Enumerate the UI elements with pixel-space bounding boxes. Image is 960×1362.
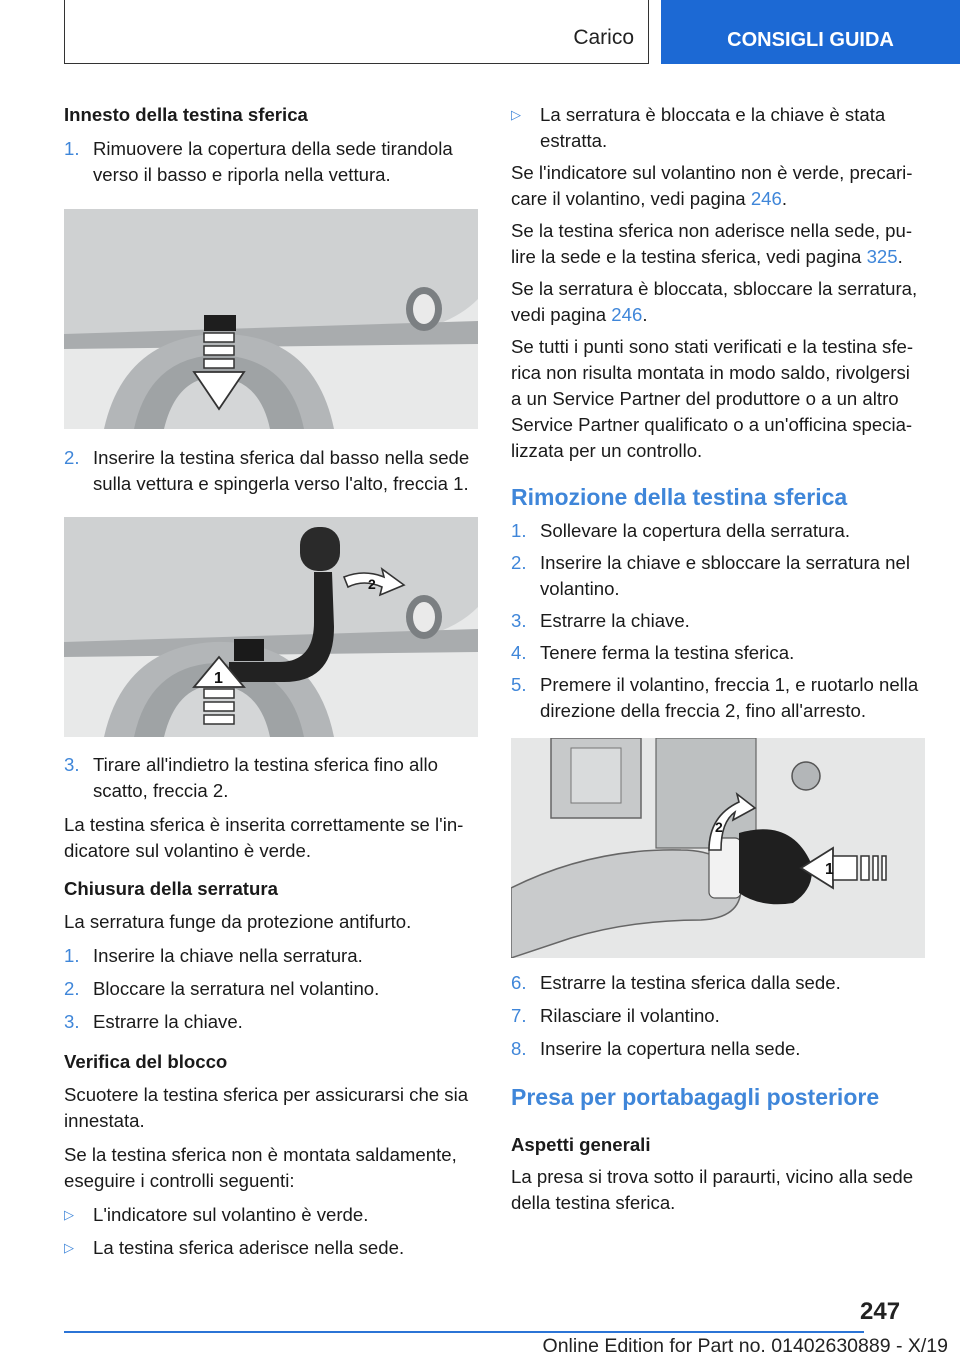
page-number: 247 — [860, 1298, 901, 1325]
step-number: 8. — [511, 1038, 527, 1059]
paragraph-text: . — [642, 304, 648, 325]
triangle-bullet-icon: ▷ — [511, 107, 521, 122]
step-number: 3. — [511, 610, 527, 631]
right-column — [511, 102, 923, 1216]
step-item — [64, 136, 476, 188]
step-text: Bloccare la serratura nel volantino. — [93, 978, 380, 999]
arrow-label-2: 2 — [368, 576, 376, 592]
step-text: Estrarre la chiave. — [93, 1011, 243, 1032]
footer-divider — [64, 1331, 864, 1333]
step-text: Inserire la chiave nella serratura. — [93, 945, 363, 966]
edition-note: Online Edition for Part no. 01402630889 - X/19 — [542, 1335, 948, 1357]
triangle-bullet-icon: ▷ — [64, 1240, 74, 1255]
paragraph: La presa si trova sotto il paraurti, vicino alla sede della testina sferica. — [511, 1166, 914, 1213]
bullet-item — [511, 102, 923, 154]
paragraph — [511, 160, 923, 212]
figure-release-handwheel — [511, 738, 925, 958]
step-item — [64, 976, 476, 1002]
step-number: 4. — [511, 642, 527, 663]
bullet-item — [64, 1235, 476, 1261]
check-list — [64, 1202, 476, 1261]
heading-verify-lock: Verifica del blocco — [64, 1051, 228, 1072]
figure-remove-cover — [64, 209, 478, 429]
step-number: 1. — [64, 945, 80, 966]
page-link[interactable]: 325 — [866, 246, 898, 267]
step-item — [511, 518, 923, 544]
step-item — [511, 608, 923, 634]
step-item — [511, 550, 923, 602]
step-text: Inserire la testina sferica dal basso nella sede sulla vettura e spingerla verso l'alto, freccia 1. — [93, 447, 470, 494]
page-header — [0, 0, 960, 70]
step-text: Rilasciare il volantino. — [540, 1005, 720, 1026]
heading-ball-insert: Innesto della testina sferica — [64, 104, 308, 125]
removal-steps-list — [511, 518, 923, 724]
step-text: Estrarre la testina sferica dalla sede. — [540, 972, 841, 993]
figure-insert-ball — [64, 517, 478, 737]
arrow-label-1: 1 — [214, 670, 223, 687]
bullet-text: L'indicatore sul volantino è verde. — [93, 1204, 369, 1225]
section-title-socket: Presa per portabagagli posteriore — [511, 1084, 880, 1110]
step-text: Inserire la chiave e sbloccare la serratura nel volantino. — [540, 552, 910, 599]
paragraph: La serratura funge da protezione antifurto. — [64, 911, 412, 932]
bullet-text: La serratura è bloccata e la chiave è stata estratta. — [540, 104, 886, 151]
step-number: 7. — [511, 1005, 527, 1026]
section-tab — [64, 0, 649, 64]
heading-lock: Chiusura della serratura — [64, 878, 278, 899]
step-item — [511, 970, 923, 996]
step-item — [64, 943, 476, 969]
page-link[interactable]: 246 — [750, 188, 782, 209]
page-link[interactable]: 246 — [611, 304, 643, 325]
step-text: Estrarre la chiave. — [540, 610, 690, 631]
step-number: 2. — [64, 447, 80, 468]
step-number: 2. — [64, 978, 80, 999]
heading-general: Aspetti generali — [511, 1134, 651, 1155]
step-item — [511, 672, 923, 724]
step-number: 1. — [64, 138, 80, 159]
step-number: 1. — [511, 520, 527, 541]
step-text: Sollevare la copertura della serratura. — [540, 520, 851, 541]
step-item — [511, 1003, 923, 1029]
step-text: Inserire la copertura nella sede. — [540, 1038, 801, 1059]
paragraph: Se tutti i punti sono stati verificati e la testina sfe‐rica non risulta montata in modo saldo, rivolgersi a un Service Partner del produttore o a un altro Service Partner qualificato o a un'officina specia‐lizzata per un controllo. — [511, 336, 914, 461]
step-text: Tirare all'indietro la testina sferica fino allo scatto, freccia 2. — [93, 754, 438, 801]
paragraph: Se la testina sferica non è montata saldamente, eseguire i controlli seguenti: — [64, 1144, 457, 1191]
triangle-bullet-icon: ▷ — [64, 1207, 74, 1222]
step-text: Rimuovere la copertura della sede tirandola verso il basso e riporla nella vettura. — [93, 138, 453, 185]
paragraph — [511, 276, 923, 328]
paragraph: Scuotere la testina sferica per assicurarsi che sia innestata. — [64, 1084, 469, 1131]
step-item — [64, 445, 476, 497]
chapter-tab: CONSIGLI GUIDA — [661, 0, 960, 64]
paragraph — [511, 218, 923, 270]
paragraph: La testina sferica è inserita correttamente se l'in‐dicatore sul volantino è verde. — [64, 814, 464, 861]
section-title: Carico — [573, 26, 634, 49]
lock-steps-list — [64, 943, 476, 1035]
step-item — [64, 752, 476, 804]
step-text: Tenere ferma la testina sferica. — [540, 642, 795, 663]
paragraph-text: Se l'indicatore sul volantino non è verde, precari‐care il volantino, vedi pagina — [511, 162, 913, 209]
arrow-label-2: 2 — [715, 819, 723, 835]
step-item — [511, 640, 923, 666]
section-title-removal: Rimozione della testina sferica — [511, 484, 848, 510]
step-number: 3. — [64, 1011, 80, 1032]
arrow-label-1: 1 — [825, 861, 834, 878]
bullet-item — [64, 1202, 476, 1228]
removal-steps-list-2 — [511, 970, 923, 1062]
step-number: 6. — [511, 972, 527, 993]
paragraph-text: Se la testina sferica non aderisce nella sede, pu‐lire la sede e la testina sferica, vedi pagina — [511, 220, 913, 267]
step-text: Premere il volantino, freccia 1, e ruotarlo nella direzione della freccia 2, fino all'arresto. — [540, 674, 919, 721]
paragraph-text: . — [897, 246, 903, 267]
step-number: 3. — [64, 754, 80, 775]
step-item — [64, 1009, 476, 1035]
step-number: 5. — [511, 674, 527, 695]
step-item — [511, 1036, 923, 1062]
paragraph-text: Se la serratura è bloccata, sbloccare la serratura, vedi pagina — [511, 278, 918, 325]
left-column — [64, 102, 476, 1261]
bullet-text: La testina sferica aderisce nella sede. — [93, 1237, 405, 1258]
paragraph-text: . — [781, 188, 788, 209]
step-number: 2. — [511, 552, 527, 573]
